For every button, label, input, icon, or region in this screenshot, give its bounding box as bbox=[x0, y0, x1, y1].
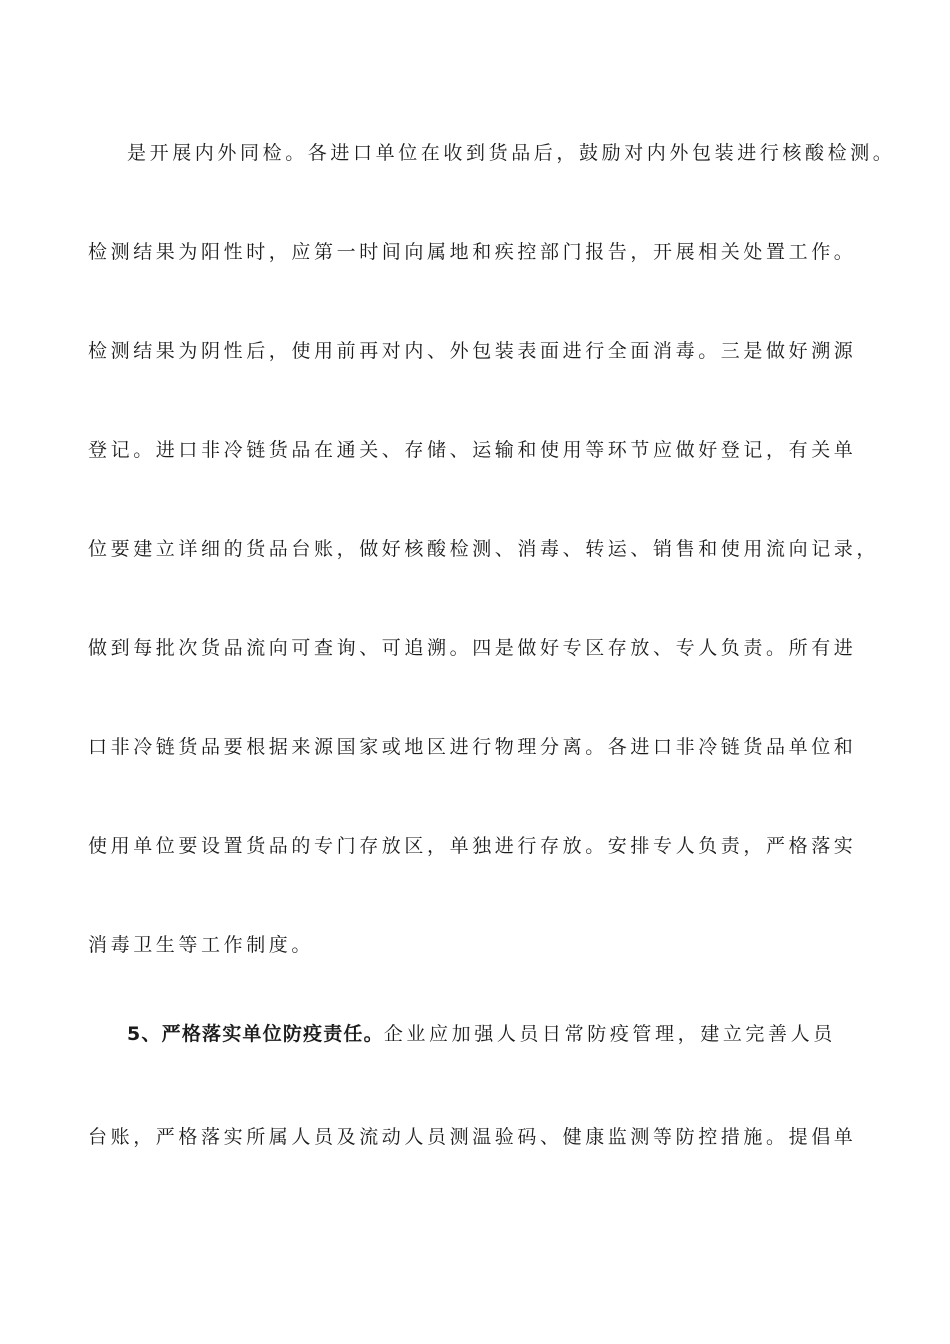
paragraph-line-6: 做到每批次货品流向可查询、可追溯。四是做好专区存放、专人负责。所有进 bbox=[88, 637, 857, 659]
paragraph-line-1: 是开展内外同检。各进口单位在收到货品后，鼓励对内外包装进行核酸检测。 bbox=[127, 142, 896, 164]
paragraph-line-2: 检测结果为阳性时，应第一时间向属地和疾控部门报告，开展相关处置工作。 bbox=[88, 241, 857, 263]
section-5-text: 企业应加强人员日常防疫管理，建立完善人员 bbox=[383, 1023, 836, 1045]
paragraph-line-9: 消毒卫生等工作制度。 bbox=[88, 934, 315, 956]
section-5-line-1 bbox=[127, 1021, 868, 1047]
section-5-heading: 5、严格落实单位防疫责任。 bbox=[127, 1023, 384, 1045]
paragraph-line-4: 登记。进口非冷链货品在通关、存储、运输和使用等环节应做好登记，有关单 bbox=[88, 439, 857, 461]
paragraph-line-5: 位要建立详细的货品台账，做好核酸检测、消毒、转运、销售和使用流向记录， bbox=[88, 538, 880, 560]
section-5-line-2: 台账，严格落实所属人员及流动人员测温验码、健康监测等防控措施。提倡单 bbox=[88, 1126, 857, 1148]
paragraph-line-8: 使用单位要设置货品的专门存放区，单独进行存放。安排专人负责，严格落实 bbox=[88, 835, 857, 857]
paragraph-line-3: 检测结果为阴性后，使用前再对内、外包装表面进行全面消毒。三是做好溯源 bbox=[88, 340, 857, 362]
paragraph-line-7: 口非冷链货品要根据来源国家或地区进行物理分离。各进口非冷链货品单位和 bbox=[88, 736, 857, 758]
